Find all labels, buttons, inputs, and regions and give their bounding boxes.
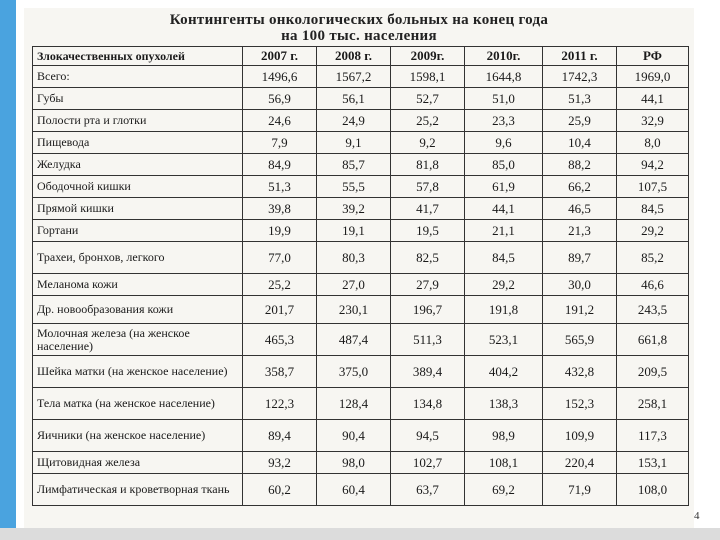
row-label: Меланома кожи xyxy=(33,274,243,296)
table-cell: 25,2 xyxy=(243,274,317,296)
table-cell: 61,9 xyxy=(465,176,543,198)
document-title: Контингенты онкологических больных на конец года xyxy=(169,12,549,28)
table-cell: 80,3 xyxy=(317,242,391,274)
table-row xyxy=(33,452,689,474)
column-header: 2007 г. xyxy=(243,47,317,66)
row-label: Гортани xyxy=(33,220,243,242)
table-cell: 1598,1 xyxy=(391,66,465,88)
table-row xyxy=(33,110,689,132)
page-number: 4 xyxy=(694,510,700,522)
table-row xyxy=(33,420,689,452)
row-label: Трахеи, бронхов, легкого xyxy=(33,242,243,274)
table-cell: 51,0 xyxy=(465,88,543,110)
scanned-document xyxy=(24,8,700,528)
table-cell: 90,4 xyxy=(317,420,391,452)
table-cell: 69,2 xyxy=(465,474,543,506)
table-cell: 89,7 xyxy=(543,242,617,274)
table-cell: 23,3 xyxy=(465,110,543,132)
table-cell: 60,2 xyxy=(243,474,317,506)
table-row xyxy=(33,88,689,110)
table-cell: 243,5 xyxy=(617,296,689,324)
table-cell: 196,7 xyxy=(391,296,465,324)
table-cell: 258,1 xyxy=(617,388,689,420)
table-cell: 81,8 xyxy=(391,154,465,176)
table-cell: 1567,2 xyxy=(317,66,391,88)
table-cell: 153,1 xyxy=(617,452,689,474)
table-cell: 84,9 xyxy=(243,154,317,176)
table-cell: 9,1 xyxy=(317,132,391,154)
table-cell: 46,6 xyxy=(617,274,689,296)
table-cell: 30,0 xyxy=(543,274,617,296)
left-accent-bar xyxy=(0,0,16,540)
table-cell: 29,2 xyxy=(617,220,689,242)
table-cell: 117,3 xyxy=(617,420,689,452)
table-cell: 56,1 xyxy=(317,88,391,110)
table-cell: 63,7 xyxy=(391,474,465,506)
table-cell: 389,4 xyxy=(391,356,465,388)
table-cell: 201,7 xyxy=(243,296,317,324)
table-cell: 56,9 xyxy=(243,88,317,110)
column-header: 2009г. xyxy=(391,47,465,66)
table-cell: 51,3 xyxy=(543,88,617,110)
table-cell: 44,1 xyxy=(465,198,543,220)
row-label: Шейка матки (на женское население) xyxy=(33,356,243,388)
row-label: Всего: xyxy=(33,66,243,88)
table-row xyxy=(33,324,689,356)
table-cell: 487,4 xyxy=(317,324,391,356)
row-label: Яичники (на женское население) xyxy=(33,420,243,452)
table-cell: 85,7 xyxy=(317,154,391,176)
table-cell: 9,2 xyxy=(391,132,465,154)
table-cell: 10,4 xyxy=(543,132,617,154)
table-cell: 60,4 xyxy=(317,474,391,506)
table-row xyxy=(33,154,689,176)
table-cell: 24,6 xyxy=(243,110,317,132)
table-cell: 432,8 xyxy=(543,356,617,388)
table-cell: 138,3 xyxy=(465,388,543,420)
table-cell: 9,6 xyxy=(465,132,543,154)
table-cell: 375,0 xyxy=(317,356,391,388)
table-cell: 128,4 xyxy=(317,388,391,420)
table-cell: 19,9 xyxy=(243,220,317,242)
table-cell: 85,2 xyxy=(617,242,689,274)
table-cell: 88,2 xyxy=(543,154,617,176)
table-cell: 85,0 xyxy=(465,154,543,176)
table-row xyxy=(33,132,689,154)
row-label: Ободочной кишки xyxy=(33,176,243,198)
table-cell: 108,1 xyxy=(465,452,543,474)
table-cell: 19,1 xyxy=(317,220,391,242)
table-cell: 511,3 xyxy=(391,324,465,356)
table-cell: 661,8 xyxy=(617,324,689,356)
table-row xyxy=(33,356,689,388)
document-subtitle: на 100 тыс. населения xyxy=(281,28,437,44)
table-cell: 109,9 xyxy=(543,420,617,452)
table-cell: 8,0 xyxy=(617,132,689,154)
table-cell: 404,2 xyxy=(465,356,543,388)
table-cell: 32,9 xyxy=(617,110,689,132)
row-label: Прямой кишки xyxy=(33,198,243,220)
table-cell: 191,2 xyxy=(543,296,617,324)
row-label: Полости рта и глотки xyxy=(33,110,243,132)
table-cell: 220,4 xyxy=(543,452,617,474)
row-label: Губы xyxy=(33,88,243,110)
table-cell: 98,0 xyxy=(317,452,391,474)
table-cell: 230,1 xyxy=(317,296,391,324)
data-table xyxy=(32,46,689,506)
table-cell: 122,3 xyxy=(243,388,317,420)
column-header: 2010г. xyxy=(465,47,543,66)
column-header: 2008 г. xyxy=(317,47,391,66)
table-cell: 7,9 xyxy=(243,132,317,154)
row-label: Щитовидная железа xyxy=(33,452,243,474)
table-cell: 25,2 xyxy=(391,110,465,132)
table-cell: 93,2 xyxy=(243,452,317,474)
table-cell: 191,8 xyxy=(465,296,543,324)
table-cell: 94,5 xyxy=(391,420,465,452)
table-cell: 29,2 xyxy=(465,274,543,296)
table-row xyxy=(33,296,689,324)
column-header: Злокачественных опухолей xyxy=(33,47,243,66)
table-cell: 24,9 xyxy=(317,110,391,132)
table-cell: 465,3 xyxy=(243,324,317,356)
table-row xyxy=(33,220,689,242)
table-cell: 39,2 xyxy=(317,198,391,220)
table-cell: 152,3 xyxy=(543,388,617,420)
table-cell: 41,7 xyxy=(391,198,465,220)
table-row xyxy=(33,388,689,420)
table-cell: 66,2 xyxy=(543,176,617,198)
table-cell: 98,9 xyxy=(465,420,543,452)
bottom-bar xyxy=(0,528,720,540)
row-label: Др. новообразования кожи xyxy=(33,296,243,324)
row-label: Тела матка (на женское население) xyxy=(33,388,243,420)
table-cell: 51,3 xyxy=(243,176,317,198)
row-label: Пищевода xyxy=(33,132,243,154)
table-row xyxy=(33,474,689,506)
table-cell: 52,7 xyxy=(391,88,465,110)
row-label: Молочная железа (на женское население) xyxy=(33,324,243,356)
table-cell: 523,1 xyxy=(465,324,543,356)
table-cell: 358,7 xyxy=(243,356,317,388)
right-margin xyxy=(696,0,720,540)
row-label: Лимфатическая и кроветворная ткань xyxy=(33,474,243,506)
table-cell: 94,2 xyxy=(617,154,689,176)
table-cell: 27,9 xyxy=(391,274,465,296)
table-cell: 89,4 xyxy=(243,420,317,452)
row-label: Желудка xyxy=(33,154,243,176)
table-cell: 25,9 xyxy=(543,110,617,132)
table-cell: 21,3 xyxy=(543,220,617,242)
table-cell: 46,5 xyxy=(543,198,617,220)
table-row xyxy=(33,66,689,88)
table-row xyxy=(33,198,689,220)
table-cell: 82,5 xyxy=(391,242,465,274)
table-cell: 57,8 xyxy=(391,176,465,198)
table-cell: 21,1 xyxy=(465,220,543,242)
table-row xyxy=(33,242,689,274)
table-cell: 134,8 xyxy=(391,388,465,420)
table-cell: 565,9 xyxy=(543,324,617,356)
table-cell: 44,1 xyxy=(617,88,689,110)
table-row xyxy=(33,176,689,198)
table-cell: 1742,3 xyxy=(543,66,617,88)
table-cell: 27,0 xyxy=(317,274,391,296)
table-cell: 102,7 xyxy=(391,452,465,474)
table-cell: 107,5 xyxy=(617,176,689,198)
table-cell: 71,9 xyxy=(543,474,617,506)
column-header: РФ xyxy=(617,47,689,66)
table-cell: 84,5 xyxy=(465,242,543,274)
table-cell: 39,8 xyxy=(243,198,317,220)
table-cell: 77,0 xyxy=(243,242,317,274)
column-header: 2011 г. xyxy=(543,47,617,66)
table-cell: 19,5 xyxy=(391,220,465,242)
table-cell: 209,5 xyxy=(617,356,689,388)
table-row xyxy=(33,274,689,296)
table-cell: 108,0 xyxy=(617,474,689,506)
table-cell: 1496,6 xyxy=(243,66,317,88)
table-cell: 84,5 xyxy=(617,198,689,220)
table-cell: 1644,8 xyxy=(465,66,543,88)
table-cell: 55,5 xyxy=(317,176,391,198)
table-header-row xyxy=(33,47,689,66)
table-cell: 1969,0 xyxy=(617,66,689,88)
